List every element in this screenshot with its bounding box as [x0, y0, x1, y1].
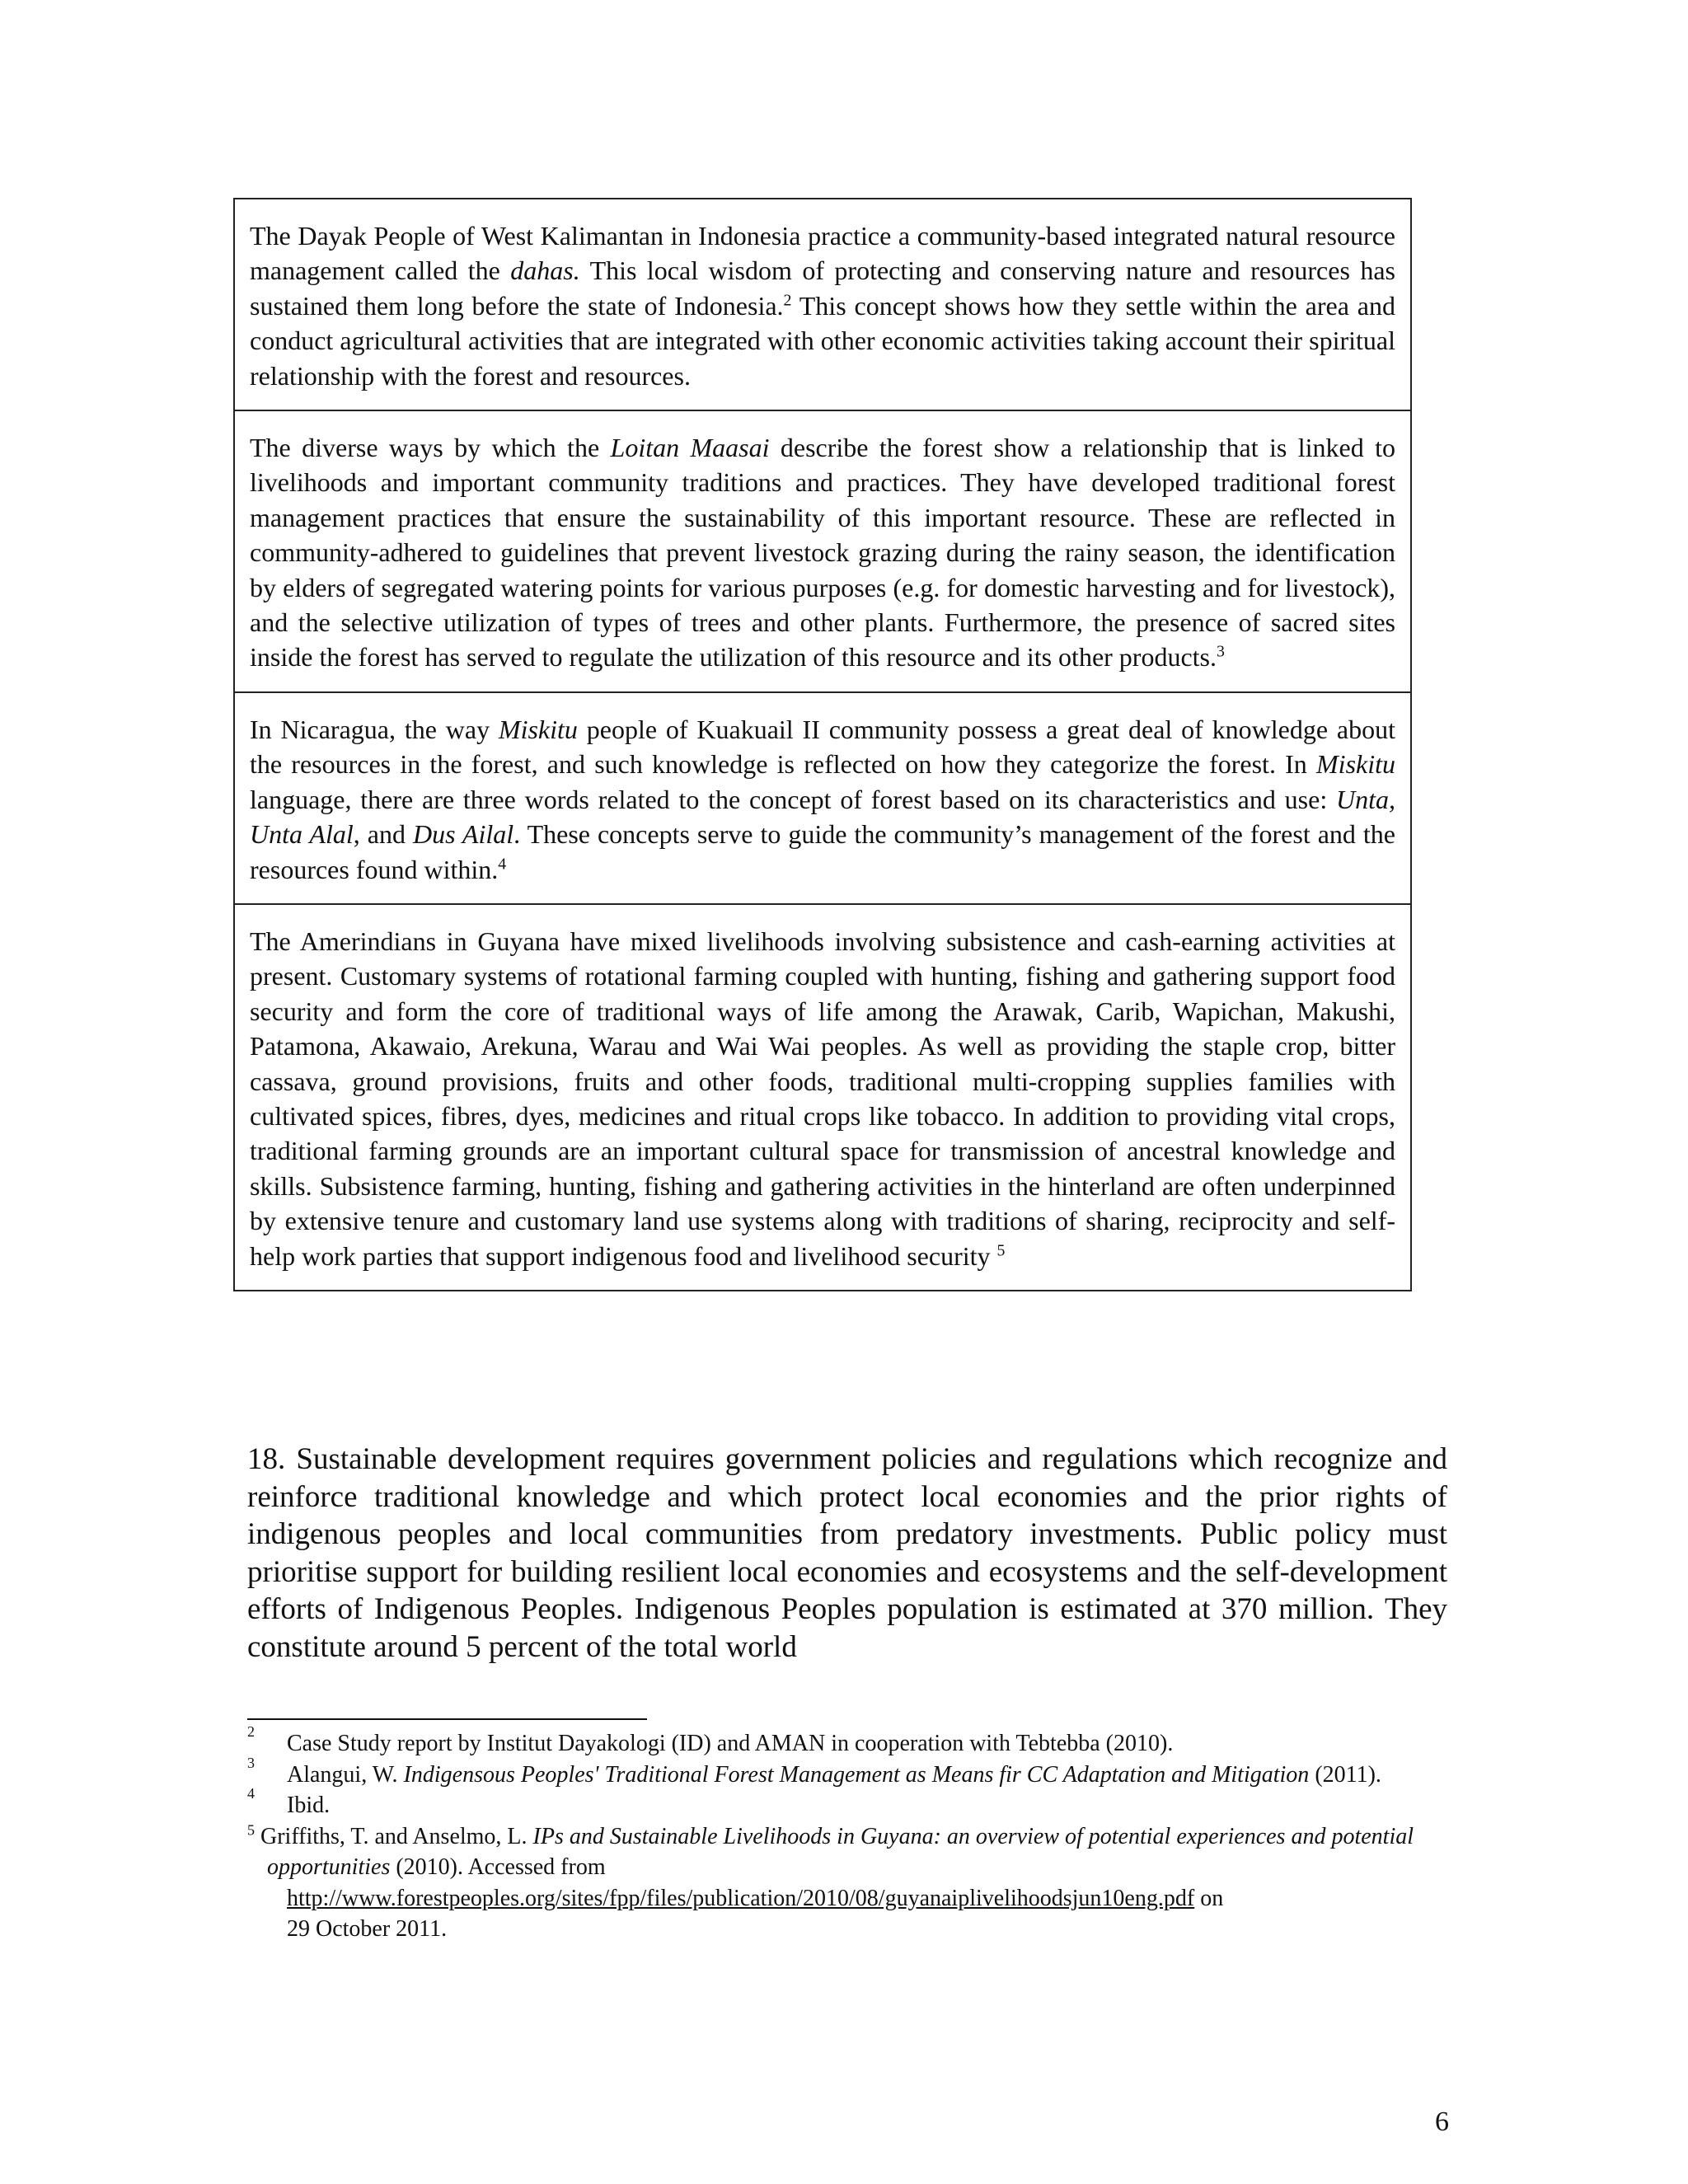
footnote-reference: 2 — [783, 291, 792, 310]
footnote-3 — [247, 1754, 1434, 1791]
footnote-url-link[interactable]: http://www.forestpeoples.org/sites/fpp/files/publication/2010/08/guyanaiplivelihoodsjun10eng.pdf — [287, 1885, 1195, 1911]
footnote-separator — [247, 1718, 647, 1720]
footnote-number: 4 — [247, 1785, 255, 1802]
footnotes — [247, 1723, 1434, 1945]
case-box-row — [234, 410, 1411, 692]
footnote-number: 2 — [247, 1723, 255, 1740]
footnote-text: on — [1194, 1885, 1224, 1911]
text-run: In Nicaragua, the way — [250, 714, 499, 744]
text-run: describe the forest show a relationship that is linked to livelihoods and important community traditions and practices. They have developed traditional forest management practices that ensure the sustainability of this important resource. These are reflected in community-adhered to guidelines that prevent livestock grazing during the rainy season, the identification by elders of segregated watering points for various purposes (e.g. for domestic harvesting and for livestock), and the selective utilization of types of trees and other plants. Furthermore, the presence of sacred sites inside the forest has served to regulate the utilization of this resource and its other products. — [250, 433, 1396, 673]
case-box-row — [234, 692, 1411, 904]
footnote-text: (2010). Accessed from — [390, 1854, 606, 1880]
footnote-5 — [247, 1821, 1434, 1945]
case-box-row — [234, 904, 1411, 1291]
footnote-reference: 4 — [498, 854, 507, 873]
italic-term: Loitan Maasai — [610, 433, 770, 463]
case-box-miskitu — [234, 692, 1411, 904]
text-run: , and — [353, 819, 413, 850]
case-box-text — [250, 430, 1395, 675]
footnote-reference: 3 — [1217, 642, 1225, 661]
case-box-dayak — [234, 199, 1411, 410]
footnote-number: 3 — [247, 1754, 255, 1771]
case-box-text — [250, 712, 1395, 887]
text-run: The Dayak People of West Kalimantan in Indonesia practice a community-based integrated natural resource management called the — [250, 221, 1395, 286]
text-run: language, there are three words related to the concept of forest based on its characteristics and use: — [250, 784, 1336, 814]
italic-term: Miskitu — [498, 714, 578, 744]
case-box-amerindians-guyana — [234, 904, 1411, 1291]
italic-term: dahas. — [510, 255, 580, 286]
footnote-year: (2011). — [1309, 1761, 1381, 1788]
footnote-text: Case Study report by Institut Dayakologi (ID) and AMAN in cooperation with Tebtebba (2010). — [287, 1731, 1174, 1756]
footnote-title: IPs and Sustainable Livelihoods in Guyana: an overview of potential experiences and potential opportunities — [267, 1823, 1414, 1880]
italic-term: Dus Ailal — [412, 819, 514, 850]
text-run: . These concepts serve to guide the community’s management of the forest and the resources found within. — [250, 819, 1396, 884]
text-run: This concept shows how they settle within the area and conduct agricultural activities that are integrated with other economic activities taking account their spiritual relationship with the forest and resources. — [250, 290, 1396, 391]
text-run: This local wisdom of protecting and conserving nature and resources has sustained them long before the state of Indonesia. — [250, 255, 1396, 321]
case-box-row — [234, 199, 1411, 410]
case-box-text — [250, 218, 1395, 393]
text-run: The Amerindians in Guyana have mixed livelihoods involving subsistence and cash-earning activities at present. Customary systems of rotational farming coupled with hunting, fishing and gathering support food security and form the core of traditional ways of life among the Arawak, Carib, Wapichan, Makushi, Patamona, Akawaio, Arekuna, Warau and Wai Wai peoples. As well as providing the staple crop, bitter cassava, ground provisions, fruits and other foods, traditional multi-cropping supplies families with cultivated spices, fibres, dyes, medicines and ritual crops like tobacco. In addition to providing vital crops, traditional farming grounds are an important cultural space for transmission of ancestral knowledge and skills. Subsistence farming, hunting, fishing and gathering activities in the hinterland are often underpinned by extensive tenure and customary land use systems along with traditions of sharing, reciprocity and self-help work parties that support indigenous food and livelihood security — [250, 926, 1395, 1271]
footnote-author: Griffiths, T. and Anselmo, L. — [260, 1823, 533, 1849]
page-number: 6 — [1435, 2107, 1449, 2137]
case-box-loitan-maasai — [234, 410, 1411, 692]
text-run: people of Kuakuail II community possess a great deal of knowledge about the resources in the forest, and such knowledge is reflected on how they categorize the forest. In — [250, 714, 1396, 780]
italic-term: Miskitu — [1316, 749, 1395, 780]
italic-term: Unta, Unta Alal — [250, 784, 1395, 850]
footnote-reference: 5 — [996, 1240, 1006, 1259]
footnote-number: 5 — [247, 1821, 255, 1839]
case-study-boxes — [233, 198, 1412, 1291]
footnote-date: 29 October 2011. — [287, 1916, 448, 1942]
footnote-url-line — [267, 1883, 1434, 1915]
case-box-text — [250, 924, 1395, 1273]
text-run: The diverse ways by which the — [250, 433, 611, 463]
footnote-author: Alangui, W. — [287, 1761, 404, 1788]
footnote-2 — [247, 1723, 1434, 1760]
paragraph-18: 18. Sustainable development requires government policies and regulations which recognize and reinforce traditional knowledge and which protect local economies and the prior rights of indigenous peoples and local communities from predatory investments. Public policy must prioritise support for building resilient local economies and ecosystems and the self-development efforts of Indigenous Peoples. Indigenous Peoples population is estimated at 370 million. They constitute around 5 percent of the total world — [247, 1442, 1447, 1664]
footnote-4 — [247, 1785, 1434, 1821]
footnote-title: Indigensous Peoples' Traditional Forest Management as Means fir CC Adaptation and Mitigation — [403, 1761, 1310, 1788]
footnote-text: Ibid. — [287, 1793, 331, 1818]
